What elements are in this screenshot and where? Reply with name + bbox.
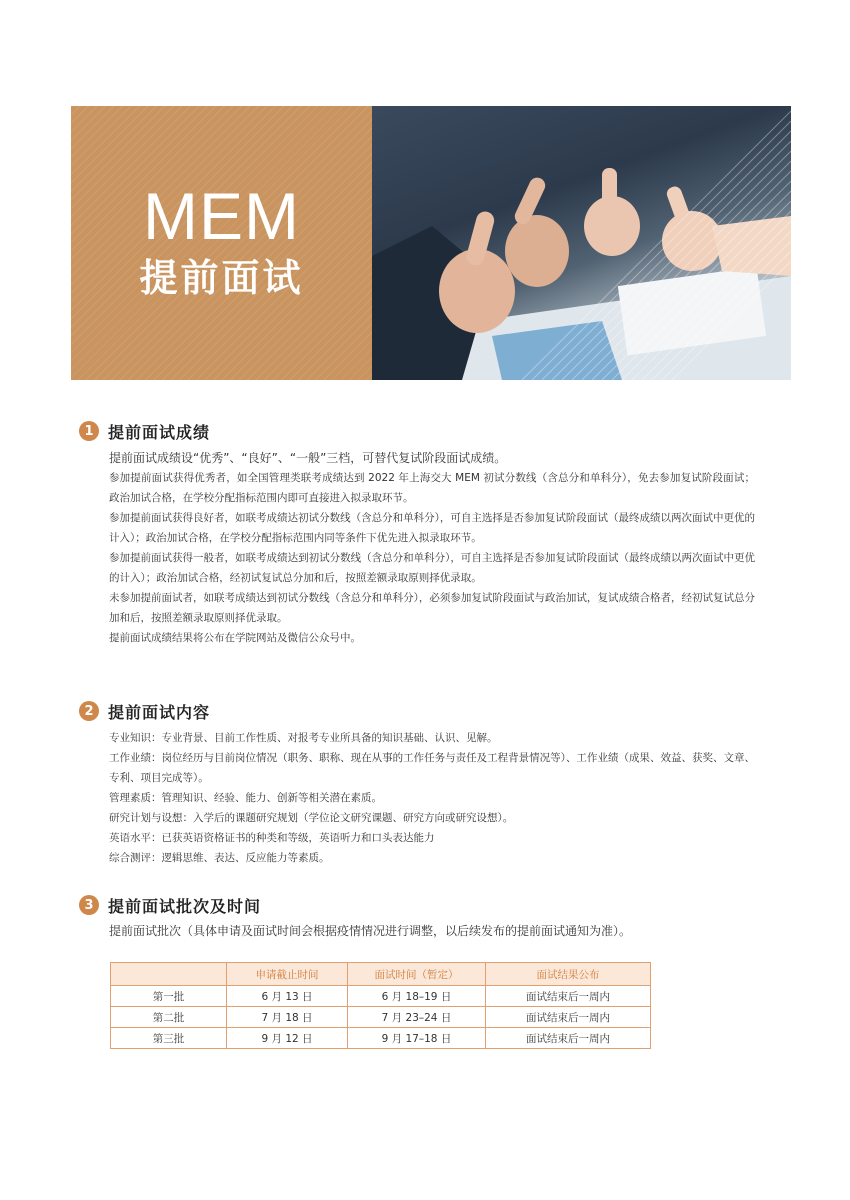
- section-3-lead: 提前面试批次（具体申请及面试时间会根据疫情情况进行调整，以后续发布的提前面试通知为准）。: [109, 924, 632, 938]
- section-1-paragraph: 提前面试成绩结果将公布在学院网站及微信公众号中。: [109, 632, 361, 644]
- banner-title-en: MEM: [143, 179, 300, 253]
- section-number-badge: 3: [79, 895, 99, 915]
- section-number-badge: 1: [79, 421, 99, 441]
- schedule-table: [110, 962, 651, 1049]
- banner-photo-thumbs-up: [372, 106, 791, 380]
- table-header-cell: 面试时间（暂定）: [348, 963, 486, 986]
- table-cell: 9 月 17–18 日: [348, 1028, 486, 1049]
- section-2-item: 研究计划与设想：入学后的课题研究规划（学位论文研究课题、研究方向或研究设想）。: [109, 812, 514, 824]
- table-cell: 7 月 23–24 日: [348, 1007, 486, 1028]
- table-cell: 6 月 18–19 日: [348, 986, 486, 1007]
- table-header-cell: 面试结果公布: [486, 963, 651, 986]
- banner-title-cn: 提前面试: [139, 258, 304, 300]
- banner-title-panel: [71, 106, 372, 380]
- section-2-item: 综合测评：逻辑思维、表达、反应能力等素质。: [109, 852, 330, 864]
- table-cell: 面试结束后一周内: [486, 1007, 651, 1028]
- section-1-paragraph: 参加提前面试获得优秀者，如全国管理类联考成绩达到 2022 年上海交大 MEM 初试分数线（含总分和单科分），免去参加复试阶段面试；政治加试合格，在学校分配指标范围内即可直接进入拟录取环节。: [109, 472, 755, 504]
- photo-illustration: [372, 106, 791, 380]
- section-1-paragraph: 参加提前面试获得良好者，如联考成绩达初试分数线（含总分和单科分），可自主选择是否参加复试阶段面试（最终成绩以两次面试中更优的计入）；政治加试合格，在学校分配指标范围内同等条件下优先进入拟录取环节。: [109, 512, 755, 544]
- section-2-item: 专业知识：专业背景、目前工作性质、对报考专业所具备的知识基础、认识、见解。: [109, 732, 498, 744]
- section-3-heading: [79, 893, 261, 917]
- table-cell: 第一批: [111, 986, 227, 1007]
- section-2-item: 工作业绩：岗位经历与目前岗位情况（职务、职称、现在从事的工作任务与责任及工程背景情况等）、工作业绩（成果、效益、获奖、文章、专利、项目完成等）。: [109, 752, 755, 784]
- section-2-heading: [79, 699, 210, 723]
- table-cell: 第三批: [111, 1028, 227, 1049]
- table-header-cell: [111, 963, 227, 986]
- section-title: 提前面试批次及时间: [108, 896, 262, 916]
- section-2-item: 管理素质：管理知识、经验、能力、创新等相关潜在素质。: [109, 792, 382, 804]
- section-1-paragraph: 未参加提前面试者，如联考成绩达到初试分数线（含总分和单科分），必须参加复试阶段面试与政治加试，复试成绩合格者，经初试复试总分加和后，按照差额录取原则择优录取。: [109, 592, 755, 624]
- table-cell: 面试结束后一周内: [486, 1028, 651, 1049]
- table-cell: 6 月 13 日: [227, 986, 348, 1007]
- table-row: [111, 1007, 651, 1028]
- table-header-row: [111, 963, 651, 986]
- section-number-badge: 2: [79, 701, 99, 721]
- table-cell: 9 月 12 日: [227, 1028, 348, 1049]
- section-1-heading: [79, 419, 210, 443]
- table-row: [111, 986, 651, 1007]
- table-header-cell: 申请截止时间: [227, 963, 348, 986]
- section-title: 提前面试内容: [108, 702, 211, 722]
- section-1-lead: 提前面试成绩设“优秀”、“良好”、“一般”三档，可替代复试阶段面试成绩。: [109, 451, 507, 465]
- table-row: [111, 1028, 651, 1049]
- section-2-item: 英语水平：已获英语资格证书的种类和等级，英语听力和口头表达能力: [109, 832, 435, 844]
- table-cell: 面试结束后一周内: [486, 986, 651, 1007]
- section-title: 提前面试成绩: [108, 422, 211, 442]
- table-cell: 第二批: [111, 1007, 227, 1028]
- hero-banner: [71, 106, 791, 380]
- section-1-paragraph: 参加提前面试获得一般者，如联考成绩达到初试分数线（含总分和单科分），可自主选择是否参加复试阶段面试（最终成绩以两次面试中更优的计入）；政治加试合格，经初试复试总分加和后，按照差额录取原则择优录取。: [109, 552, 755, 584]
- table-cell: 7 月 18 日: [227, 1007, 348, 1028]
